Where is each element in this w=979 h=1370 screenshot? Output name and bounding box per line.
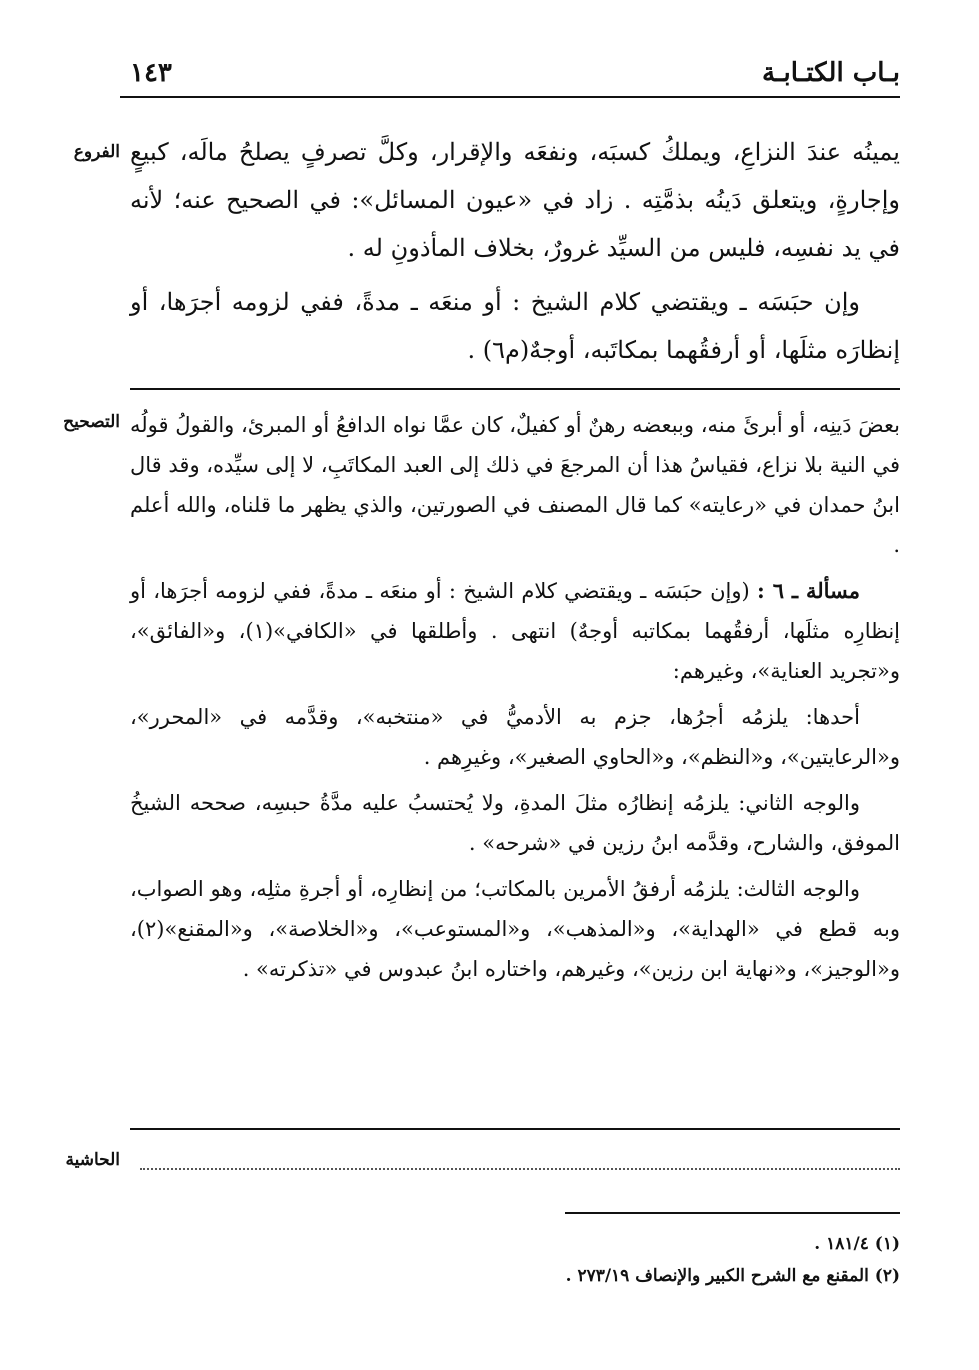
footnote: (٢) المقنع مع الشرح الكبير والإنصاف ٢٧٣/١٩ . xyxy=(565,1266,900,1286)
header-rule xyxy=(120,96,900,98)
chapter-title: بـاب الكتـابـة xyxy=(762,58,900,88)
furu-paragraph: وإن حبَسَه ـ ويقتضي كلام الشيخ : أو منعَه ـ مدةً، ففي لزومه أجرَها، أو إنظارَه مثلَها، أو أرفقُهما بمكاتَبه، أوجهٌ(م٦) . xyxy=(130,288,900,364)
tashih-text xyxy=(130,405,900,989)
tashih-paragraph: أحدها: يلزمُه أجرُها، جزم به الأدميُّ في «منتخبه»، وقدَّمه في «المحرر»، و«الرعايتين»، و«النظم»، و«الحاوي الصغير»، وغيرِهم . xyxy=(130,705,900,769)
tashih-paragraph: والوجه الثاني: يلزمُه إنظارُه مثلَ المدةِ، ولا يُحتسبُ عليه مدَّةُ حبسِه، صححه الشيخُ الموفق، والشارح، وقدَّمه ابنُ رزين في «شرحه» . xyxy=(130,791,900,855)
running-header xyxy=(120,58,900,98)
footnote-rule xyxy=(565,1212,900,1214)
furu-paragraph: يمينُه عندَ النزاعِ، ويملكُ كسبَه، ونفعَه والإقرار، وكلَّ تصرفٍ يصلحُ مالَه، كبيعٍ وإجارةٍ، ويتعلق دَينُه بذمَّتِه . زاد في «عيون المسائل»: في الصحيح عنه؛ لأنه في يد نفسِه، فليس من السيِّد غرورٌ، بخلاف المأذونِ له . xyxy=(130,138,900,262)
issue-body: (وإن حبَسَه ـ ويقتضي كلام الشيخ : أو منعَه ـ مدةً، ففي لزومه أجرَها، أو إنظارِه مثلَها، أرفقُهما بمكاتبه أوجهٌ) انتهى . وأطلقها في «الكافي»(١)، و«الفائق»، و«تجريد العناية»، وغيرهم: xyxy=(130,579,900,683)
dotted-line xyxy=(140,1168,900,1170)
issue-heading: مسألة ـ ٦ : xyxy=(757,578,860,603)
section-label-hashiya: الحاشية xyxy=(65,1150,120,1170)
tashih-paragraph xyxy=(130,571,900,691)
footnotes xyxy=(130,1228,900,1292)
section-label-tashih: التصحيح xyxy=(63,412,120,432)
tashih-paragraph: بعضَ دَينِه، أو أبرئَ منه، وببعضه رهنٌ أو كفيلٌ، كان عمَّا نواه الدافعُ أو المبرئ، والقولُ قولُه في النية بلا نزاع، فقياسُ هذا أن المرجعَ في ذلك إلى العبد المكاتَبِ، لا إلى سيِّده، وقد قال ابنُ حمدان في «رعايته» كما قال المصنف في الصورتين، والذي يظهر ما قلناه، والله أعلم . xyxy=(130,413,900,557)
footnote: (١) ١٨١/٤ . xyxy=(814,1234,900,1254)
tashih-paragraph: والوجه الثالث: يلزمُه أرفقُ الأمرين بالمكاتب؛ من إنظارِه، أو أجرةِ مثلِه، وهو الصواب، وبه قطع في «الهداية»، و«المذهب»، و«المستوعب»، و«الخلاصة»، و«المقنع»(٢)، و«الوجيز»، و«نهاية ابن رزين»، وغيرهم، واختاره ابنُ عبدوس في «تذكرته» . xyxy=(130,877,900,981)
section-divider xyxy=(130,1128,900,1130)
page-number: ١٤٣ xyxy=(130,58,172,88)
section-divider xyxy=(130,388,900,390)
furu-text xyxy=(130,128,900,374)
section-label-furu: الفروع xyxy=(73,142,120,162)
